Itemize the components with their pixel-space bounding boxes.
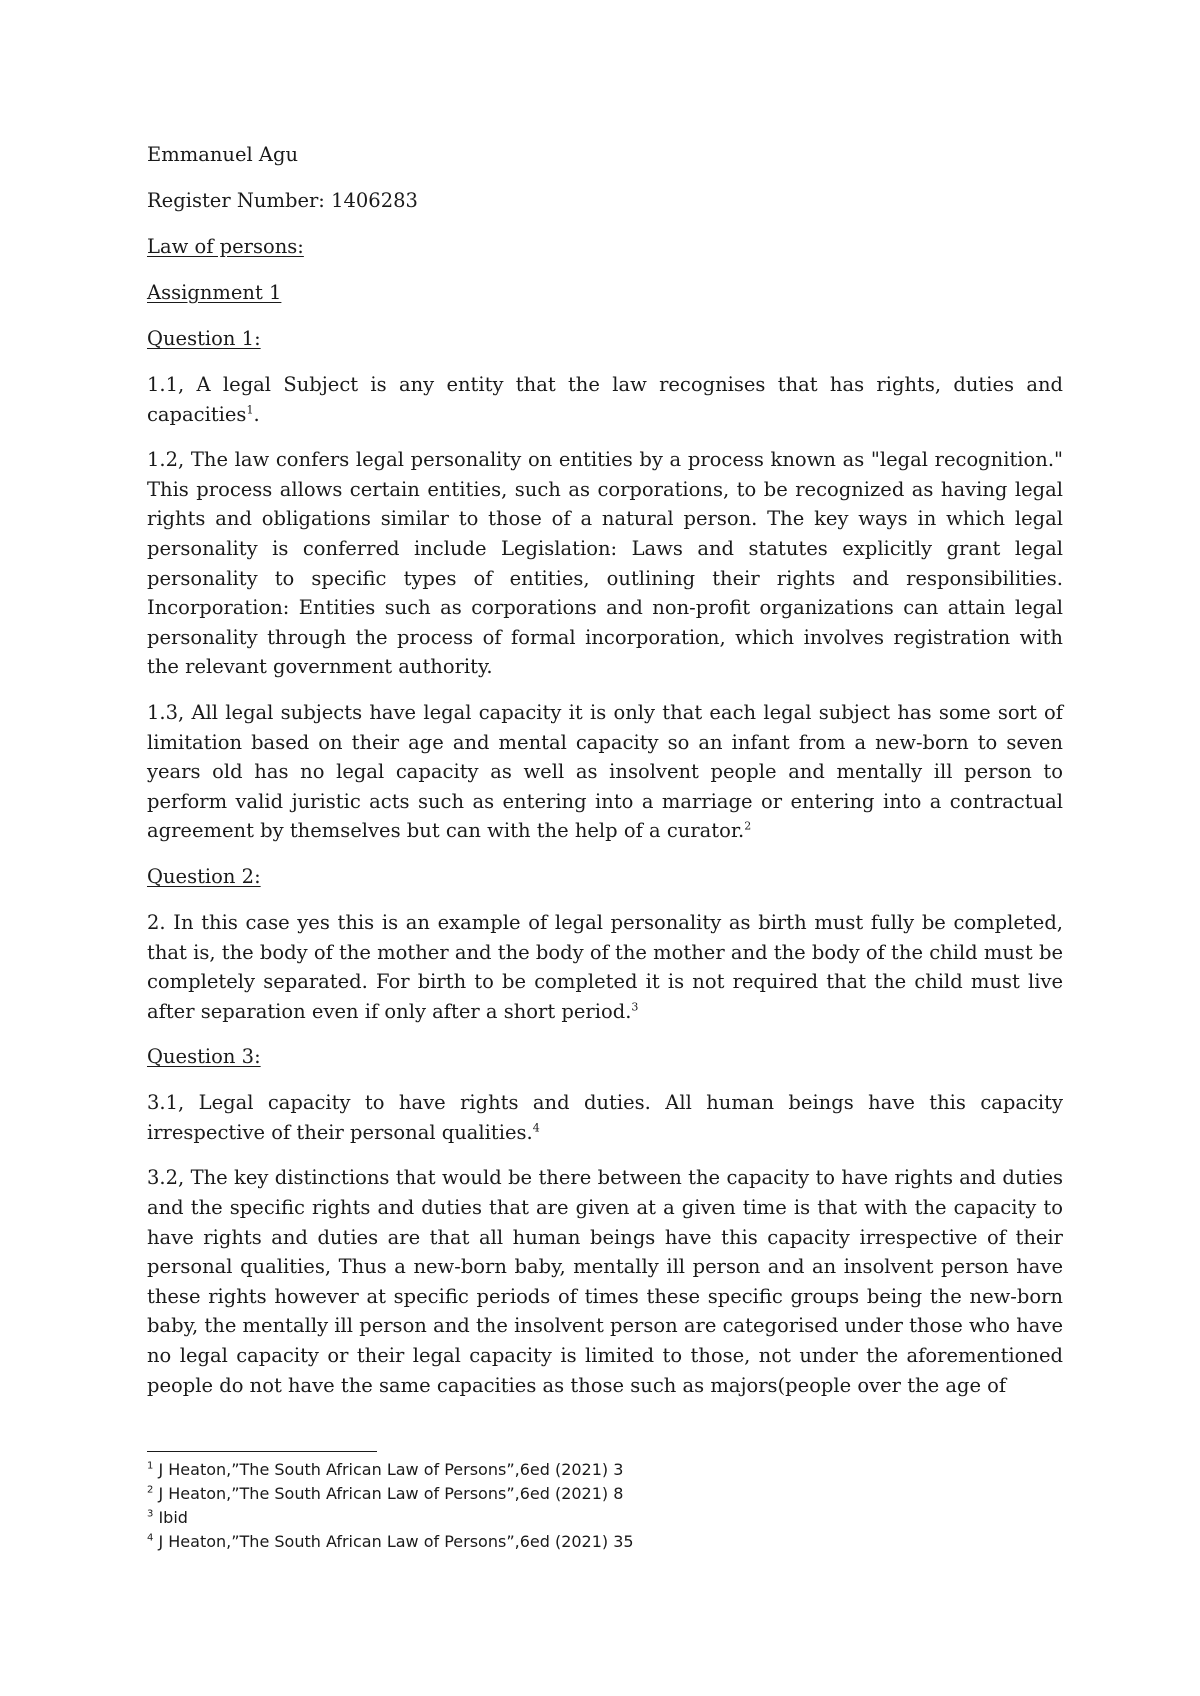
assignment-title: Assignment 1 xyxy=(147,281,282,304)
footnote-text: Ibid xyxy=(153,1508,188,1527)
footnote-ref-2[interactable]: 2 xyxy=(744,819,752,833)
answer-1-1-end: . xyxy=(253,402,260,426)
answer-3-1-text: 3.1, Legal capacity to have rights and duties. All human beings have this capacity irrespective of their personal qualities. xyxy=(147,1091,1063,1144)
author-name: Emmanuel Agu xyxy=(147,143,299,166)
footnote-text: J Heaton,”The South African Law of Persons”,6ed (2021) 8 xyxy=(153,1484,624,1503)
course-title: Law of persons: xyxy=(147,235,304,258)
footnote-number: 4 xyxy=(147,1532,154,1544)
footnote-text: J Heaton,”The South African Law of Persons”,6ed (2021) 35 xyxy=(153,1532,634,1551)
footnote-divider xyxy=(147,1451,377,1452)
answer-2-text: 2. In this case yes this is an example of legal personality as birth must fully be completed, that is, the body of the mother and the body of the mother and the body of the child must be completely separated. For birth to be completed it is not required that the child must live after separation even if only after a short period. xyxy=(147,910,1063,1023)
footnote-number: 3 xyxy=(147,1508,154,1520)
footnote-3 xyxy=(147,1506,1063,1530)
question-2-heading: Question 2: xyxy=(147,864,261,888)
footnote-1 xyxy=(147,1458,1063,1482)
answer-1-3 xyxy=(147,698,1063,846)
question-3-heading: Question 3: xyxy=(147,1045,261,1069)
document-body xyxy=(147,140,1063,1416)
footnote-ref-1[interactable]: 1 xyxy=(246,403,254,417)
answer-1-1-text: 1.1, A legal Subject is any entity that the law recognises that has rights, duties and capacities xyxy=(147,373,1063,426)
footnote-number: 1 xyxy=(147,1460,154,1472)
answer-3-2: 3.2, The key distinctions that would be there between the capacity to have rights and duties and the specific rights and duties that are given at a given time is that with the capacity to have rights and duties are that all human beings have this capacity irrespective of their personal qualities, Thus a new-born baby, mentally ill person and an insolvent person have these rights however at specific periods of times these specific groups being the new-born baby, the mentally ill person and the insolvent person are categorised under those who have no legal capacity or their legal capacity is limited to those, not under the aforementioned people do not have the same capacities as those such as majors(people over the age of xyxy=(147,1166,1063,1397)
footnotes xyxy=(147,1451,1063,1554)
footnote-text: J Heaton,”The South African Law of Persons”,6ed (2021) 3 xyxy=(153,1460,624,1479)
answer-3-1 xyxy=(147,1088,1063,1147)
footnote-2 xyxy=(147,1482,1063,1506)
register-number: Register Number: 1406283 xyxy=(147,189,418,212)
question-1-heading: Question 1: xyxy=(147,327,261,350)
answer-1-3-text: 1.3, All legal subjects have legal capacity it is only that each legal subject has some sort of limitation based on their age and mental capacity so an infant from a new-born to seven years old has no legal capacity as well as insolvent people and mentally ill person to perform valid juristic acts such as entering into a marriage or entering into a contractual agreement by themselves but can with the help of a curator. xyxy=(147,700,1063,843)
footnote-number: 2 xyxy=(147,1484,154,1496)
footnote-ref-3[interactable]: 3 xyxy=(631,1000,639,1014)
footnote-4 xyxy=(147,1530,1063,1554)
answer-1-1 xyxy=(147,370,1063,429)
answer-1-2: 1.2, The law confers legal personality on entities by a process known as "legal recognition." This process allows certain entities, such as corporations, to be recognized as having legal rights and obligations similar to those of a natural person. The key ways in which legal personality is conferred include Legislation: Laws and statutes explicitly grant legal personality to specific types of entities, outlining their rights and responsibilities. Incorporation: Entities such as corporations and non-profit organizations can attain legal personality through the process of formal incorporation, which involves registration with the relevant government authority. xyxy=(147,448,1063,679)
answer-2 xyxy=(147,908,1063,1026)
footnote-ref-4[interactable]: 4 xyxy=(532,1121,540,1135)
